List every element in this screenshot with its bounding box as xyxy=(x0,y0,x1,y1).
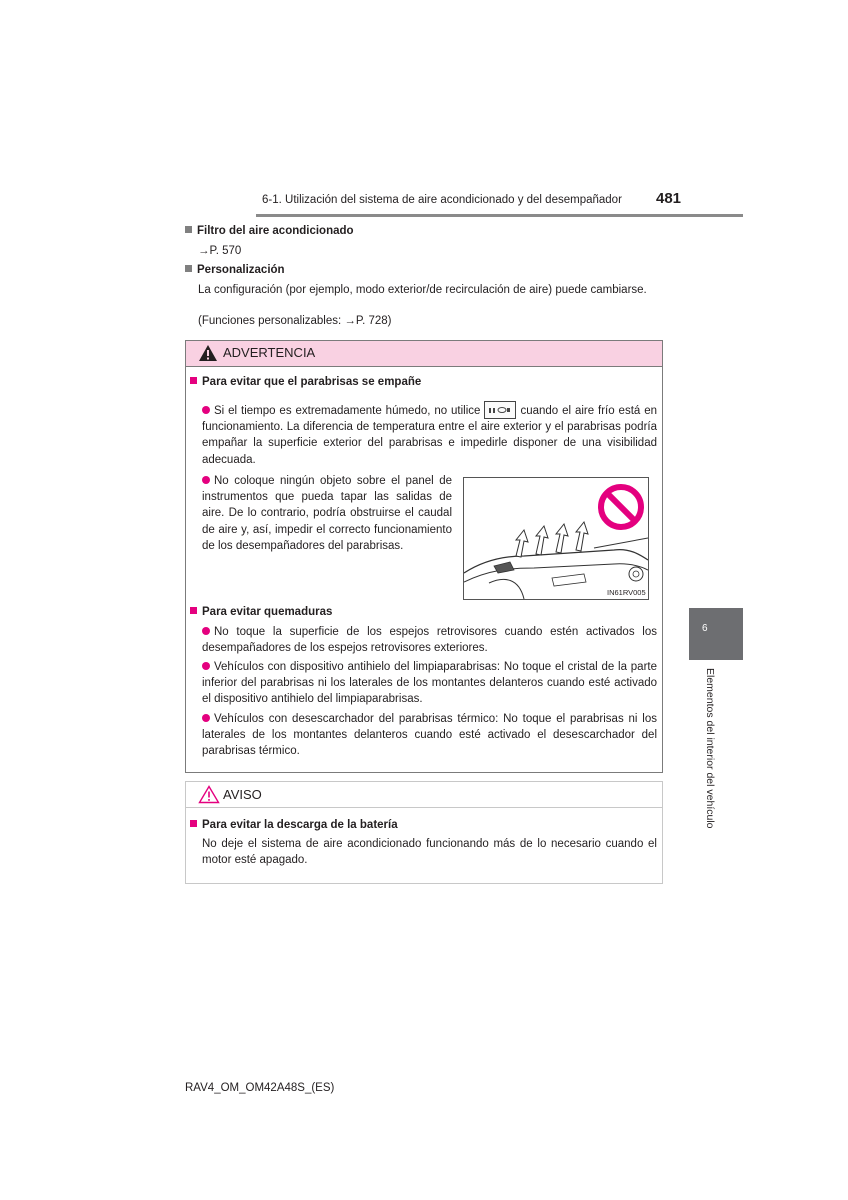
page-number: 481 xyxy=(656,190,682,207)
notice-heading xyxy=(190,819,398,831)
square-bullet-icon xyxy=(190,377,197,384)
warning-section1-heading-text: Para evitar que el parabrisas se empañe xyxy=(202,376,422,388)
filter-heading xyxy=(185,225,354,237)
personalization-heading-text: Personalización xyxy=(197,264,285,276)
list-item xyxy=(202,401,657,468)
item-text: No coloque ningún objeto sobre el panel de instrumentos que pueda tapar las salidas de aire. De lo contrario, podría obstruirse el caudal de aire y, así, impedir el correcto funcionamiento de los desempañadores del parabrisas. xyxy=(202,475,452,552)
square-bullet-icon xyxy=(185,265,192,272)
personalization-ref[interactable]: (Funciones personalizables: →P. 728) xyxy=(198,315,392,327)
bullet-icon xyxy=(202,406,210,414)
chapter-label: Elementos del interior del vehículo xyxy=(704,668,716,829)
warning-label: ADVERTENCIA xyxy=(223,345,316,360)
bullet-icon xyxy=(202,662,210,670)
footer-code: RAV4_OM_OM42A48S_(ES) xyxy=(185,1082,335,1094)
list-item xyxy=(202,659,657,708)
warning-section1-heading xyxy=(190,376,421,388)
prohibited-icon xyxy=(597,483,645,531)
bullet-icon xyxy=(202,476,210,484)
notice-heading-text: Para evitar la descarga de la batería xyxy=(202,819,398,831)
filter-heading-text: Filtro del aire acondicionado xyxy=(197,225,354,237)
square-bullet-icon xyxy=(190,607,197,614)
warning-triangle-icon xyxy=(198,344,218,362)
warning-section2-heading-text: Para evitar quemaduras xyxy=(202,606,333,618)
item-text: Vehículos con desescarchador del parabrisas térmico: No toque el parabrisas ni los laterales de los montantes delanteros cuando esté activado el desescarchador del parabrisas térmico. xyxy=(202,713,657,758)
personalization-text: La configuración (por ejemplo, modo exterior/de recirculación de aire) puede cambiarse. xyxy=(198,284,647,296)
filter-ref[interactable]: →P. 570 xyxy=(198,245,242,257)
mode-button-icon xyxy=(484,401,516,419)
item-text: No toque la superficie de los espejos retrovisores cuando estén activados los desempañadores de los espejos retrovisores exteriores. xyxy=(202,626,657,655)
notice-label: AVISO xyxy=(223,787,262,802)
section-title: 6-1. Utilización del sistema de aire acondicionado y del desempañador xyxy=(262,194,622,206)
chapter-tab[interactable] xyxy=(689,608,743,660)
item-text: Vehículos con dispositivo antihielo del limpiaparabrisas: No toque el cristal de la parte inferior del parabrisas ni los laterales de los montantes delanteros cuando esté activado el dispositivo antihielo del limpiaparabrisas. xyxy=(202,661,657,706)
bullet-icon xyxy=(202,627,210,635)
notice-text: No deje el sistema de aire acondicionado funcionando más de lo necesario cuando el motor esté apagado. xyxy=(202,838,657,867)
list-item xyxy=(202,473,452,554)
list-item xyxy=(202,624,657,656)
bullet-icon xyxy=(202,714,210,722)
figure-code: IN61RV005 xyxy=(607,588,646,597)
item-text: cuando el aire frío está en funcionamiento. La diferencia de temperatura entre el aire exterior y el parabrisas podría empañar la superficie exterior del parabrisas e impedirle disponer de una visibilidad adecuada. xyxy=(202,405,657,466)
personalization-heading xyxy=(185,264,285,276)
header-rule xyxy=(256,214,743,217)
caution-triangle-icon xyxy=(198,785,220,804)
chapter-number: 6 xyxy=(702,623,708,634)
square-bullet-icon xyxy=(185,226,192,233)
item-text: Si el tiempo es extremadamente húmedo, no utilice xyxy=(214,405,481,417)
dashboard-illustration xyxy=(463,477,649,600)
square-bullet-icon xyxy=(190,820,197,827)
warning-section2-heading xyxy=(190,606,332,618)
list-item xyxy=(202,711,657,760)
